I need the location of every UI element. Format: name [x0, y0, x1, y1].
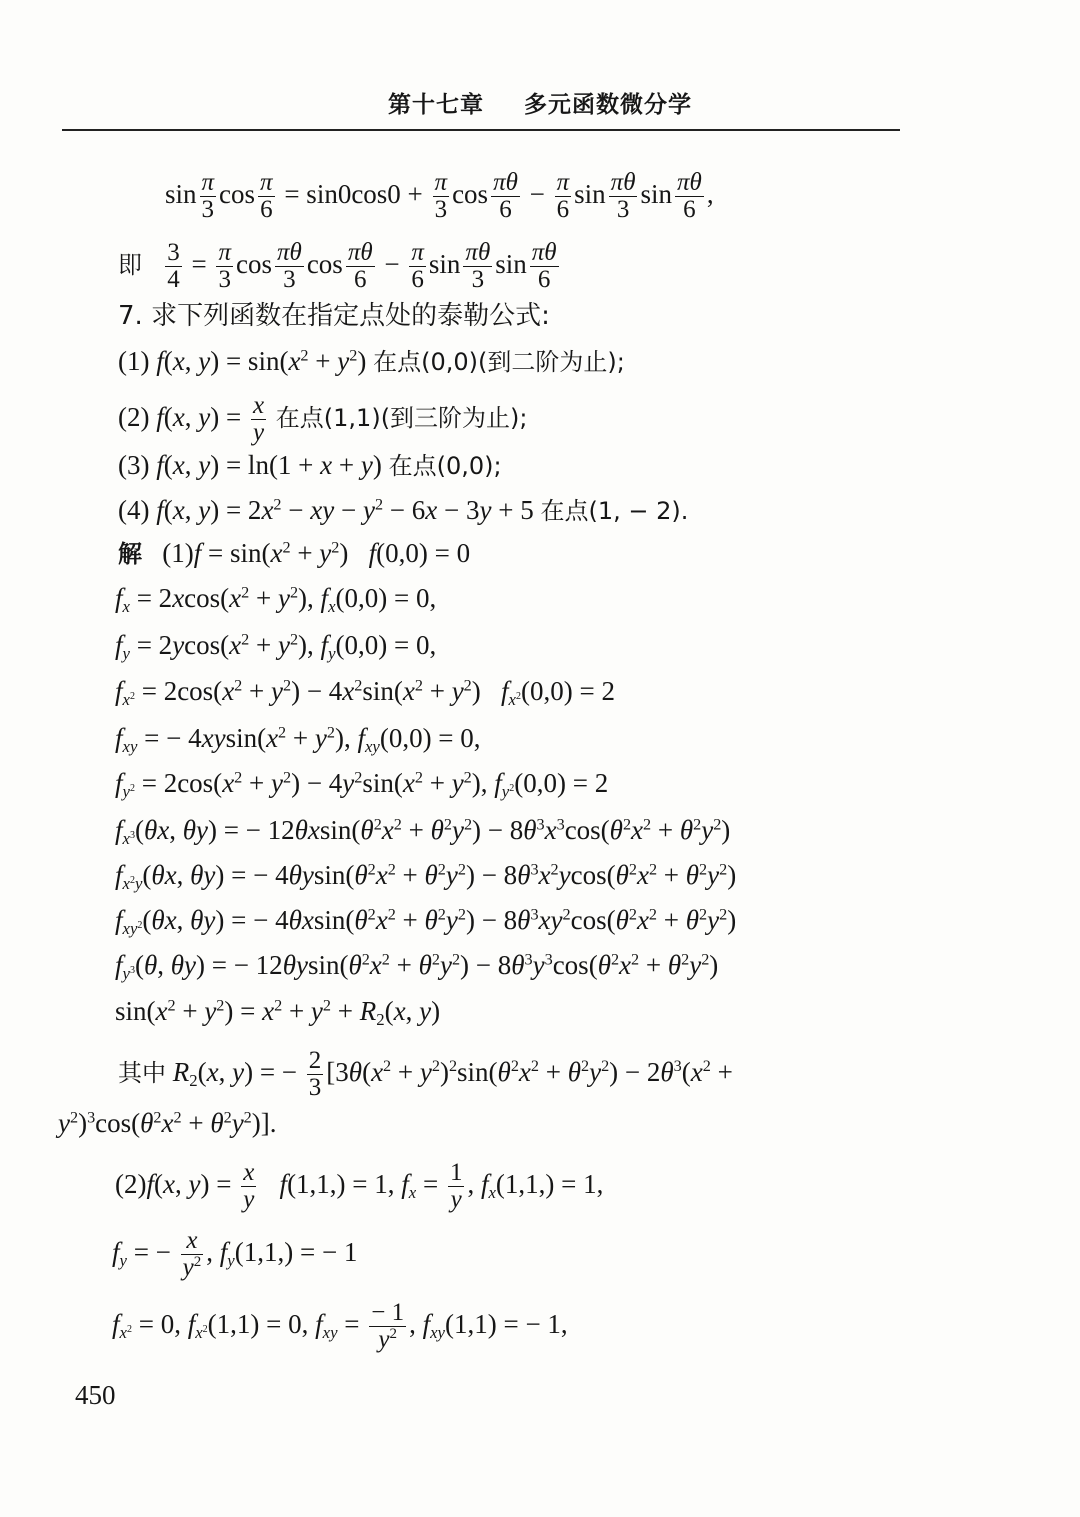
solution-fyy: $f_{y^2} = 2\cos(x^2 + y^2) - 4y^2\sin(x^2 + y^2)$, $f_{y^2}(0,0) = 2$: [115, 768, 609, 802]
solution-fxyy: $f_{xy^2}(\theta x$, θy) = − $4\theta xsin(\theta^2x^2 + \theta^2y^2) - 8\theta^3xy^2\cos(\theta^2x^2 + \theta^2y^2)$: [115, 905, 737, 939]
solution-remainder: 其中 $R_2(x$, y) = − $\frac{2}{3}$ [$3\theta(x^2 + y^2)^2\sin(\theta^2x^2 + \theta^2y^2) - 2\theta^3(x^2$ +: [118, 1047, 733, 1102]
solution-label: 解: [118, 540, 142, 568]
solution-part-2-fy: $f_y$ = − $\frac{x}{y^2}$ , $f_y(1,1,)$ = − 1: [112, 1227, 358, 1282]
page-header: [0, 86, 1080, 119]
qizhong-label: 其中: [118, 1058, 166, 1087]
solution-line-1: 解 $(1)f = \sin(x^2 + y^2) f(0,0) = 0$: [118, 538, 471, 568]
page-number: 450: [75, 1380, 116, 1410]
chapter-label: 第十七章: [388, 92, 484, 118]
problem-7-part-1: (1) f(x, $y) = \sin(x^2 + y^2)$ 在点(0,0)(到二阶为止);: [118, 346, 625, 376]
solution-fxy: $f_{xy}$ = − $4xysin(x^2 + y^2)$, $f_{xy}(0,0) = 0$,: [115, 723, 481, 757]
equation-sin-cos-expansion: sin $\frac{\pi}{3}$ cos $\frac{\pi}{6}$ = sin0cos0 + $\frac{\pi}{3}$ cos $\frac{\pi\theta}{6}$ − $\frac{\pi}{6}$ sin $\frac{\pi\theta}{3}$ sin $\frac{\pi\theta}{6}$ ,: [165, 169, 714, 224]
solution-taylor-sin: $\sin(x^2 + y^2) = x^2 + y^2 + R_2(x$, y): [115, 996, 441, 1030]
problem-7-heading: 7. 求下列函数在指定点处的泰勒公式:: [118, 301, 550, 331]
solution-fxxy: $f_{x^2y}(\theta x$, θy) = − $4\theta ysin(\theta^2x^2 + \theta^2y^2) - 8\theta^3x^2ycos(\theta^2x^2 + \theta^2y^2)$: [115, 860, 737, 894]
solution-fy: $f_y = 2ycos(x^2 + y^2)$, $f_y(0,0) = 0$,: [115, 630, 437, 664]
solution-fyyy: $f_{y^3}(\theta$, θy) = − $12\theta ysin(\theta^2x^2 + \theta^2y^2) - 8\theta^3y^3\cos(\theta^2x^2 + \theta^2y^2)$: [115, 950, 719, 984]
solution-remainder-cont: $y^2)^3\cos(\theta^2x^2 + \theta^2y^2)$].: [58, 1108, 277, 1138]
problem-7-part-4: (4) f(x, $y) = 2x^2$ − xy − $y^2 - 6x - 3y + 5$ 在点(1, − 2).: [118, 495, 689, 525]
problem-7-part-2: (2) f(x, y) = $\frac{x}{y}$ 在点(1,1)(到三阶为止);: [118, 392, 528, 447]
solution-fxxx: $f_{x^3}(\theta x$, θy) = − $12\theta xsin(\theta^2x^2 + \theta^2y^2) - 8\theta^3x^3\cos(\theta^2x^2 + \theta^2y^2)$: [115, 815, 731, 849]
problem-7-part-3: (3) f(x, y) = ln(1 + x + y) 在点(0,0);: [118, 450, 502, 480]
equation-ji: 即 $\frac{3}{4}$ = $\frac{\pi}{3}$ cos $\frac{\pi\theta}{3}$ cos $\frac{\pi\theta}{6}$ − $\frac{\pi}{6}$ sin $\frac{\pi\theta}{3}$ sin $\frac{\pi\theta}{6}$: [118, 239, 557, 294]
chapter-title: 多元函数微分学: [524, 92, 692, 118]
solution-fx: $f_x = 2xcos(x^2 + y^2)$, $f_x(0,0) = 0$,: [115, 583, 437, 617]
header-rule: [62, 129, 900, 131]
ji-label: 即: [118, 250, 142, 279]
solution-part-2-line-1: (2)f(x, y) = $\frac{x}{y}$ f(1,1,) = 1, $f_x$ = $\frac{1}{y}$ , $f_x(1,1,) = 1$,: [115, 1159, 604, 1214]
solution-fxx: $f_{x^2} = 2\cos(x^2 + y^2) - 4x^2\sin(x^2 + y^2) f_{x^2}(0,0) = 2$: [115, 676, 615, 710]
solution-part-2-second-order: $f_{x^2} = 0$, $f_{x^2}(1,1) = 0$, $f_{xy}$ = $\frac{- 1}{y^2}$ , $f_{xy}(1,1)$ = − 1,: [112, 1299, 568, 1354]
